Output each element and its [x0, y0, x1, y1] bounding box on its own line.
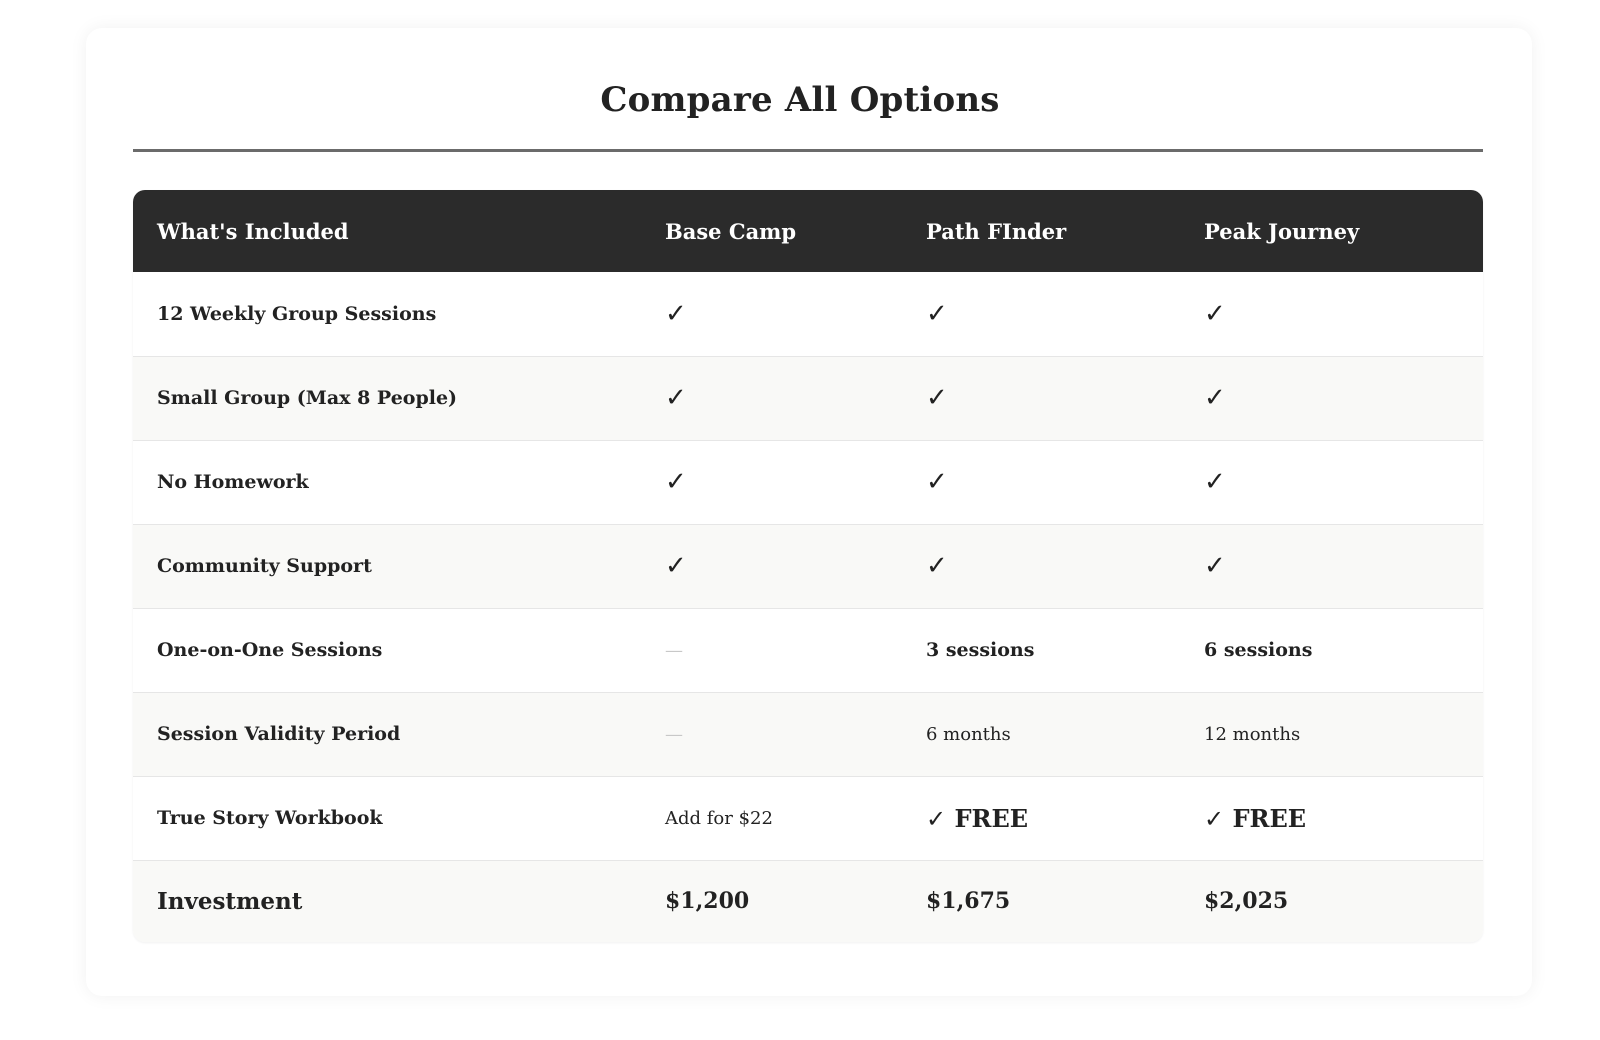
price-value: $1,200 — [665, 888, 750, 915]
check-icon: ✓ — [665, 467, 687, 497]
free-badge: ✓ FREE — [926, 803, 1029, 833]
cell-value: 3 sessions — [926, 639, 1035, 661]
check-icon: ✓ — [1204, 383, 1226, 413]
check-icon: ✓ — [926, 298, 948, 329]
dash-icon: — — [665, 639, 683, 661]
page-title: Compare All Options — [600, 80, 1000, 120]
check-icon: ✓ — [926, 804, 947, 833]
check-icon: ✓ — [665, 298, 687, 329]
table-row — [133, 692, 1483, 776]
table-row — [133, 776, 1483, 860]
table-row — [133, 440, 1483, 524]
table-row-investment — [133, 860, 1483, 942]
table-header-row — [133, 190, 1483, 272]
cell-value: 6 sessions — [1204, 639, 1313, 661]
feature-label: Small Group (Max 8 People) — [157, 387, 458, 409]
feature-label: Session Validity Period — [157, 723, 401, 745]
comparison-table-container — [133, 190, 1483, 942]
check-icon: ✓ — [1204, 551, 1226, 581]
feature-label: No Homework — [157, 471, 309, 493]
header-plan-peak-journey: Peak Journey — [1204, 218, 1360, 244]
table-row — [133, 356, 1483, 440]
check-icon: ✓ — [1204, 467, 1226, 497]
free-badge: ✓ FREE — [1204, 803, 1307, 833]
feature-label: True Story Workbook — [157, 807, 383, 829]
check-icon: ✓ — [926, 467, 948, 497]
table-row — [133, 608, 1483, 692]
feature-label: One-on-One Sessions — [157, 639, 383, 661]
header-plan-base-camp: Base Camp — [665, 218, 797, 244]
price-value: $2,025 — [1204, 888, 1289, 915]
header-feature: What's Included — [157, 218, 349, 244]
check-icon: ✓ — [1204, 298, 1226, 329]
check-icon: ✓ — [665, 551, 687, 581]
title-divider — [133, 149, 1483, 152]
cell-value: 6 months — [926, 723, 1011, 745]
check-icon: ✓ — [1204, 804, 1225, 833]
check-icon: ✓ — [665, 383, 687, 413]
cell-value: Add for $22 — [665, 807, 773, 829]
dash-icon: — — [665, 723, 683, 745]
feature-label: Investment — [157, 887, 303, 915]
comparison-table — [133, 190, 1483, 942]
feature-label: 12 Weekly Group Sessions — [157, 302, 437, 325]
header-plan-path-finder: Path FInder — [926, 218, 1067, 244]
price-value: $1,675 — [926, 888, 1011, 915]
table-row — [133, 524, 1483, 608]
check-icon: ✓ — [926, 383, 948, 413]
check-icon: ✓ — [926, 551, 948, 581]
cell-value: 12 months — [1204, 723, 1301, 745]
feature-label: Community Support — [157, 555, 372, 577]
table-row — [133, 272, 1483, 356]
